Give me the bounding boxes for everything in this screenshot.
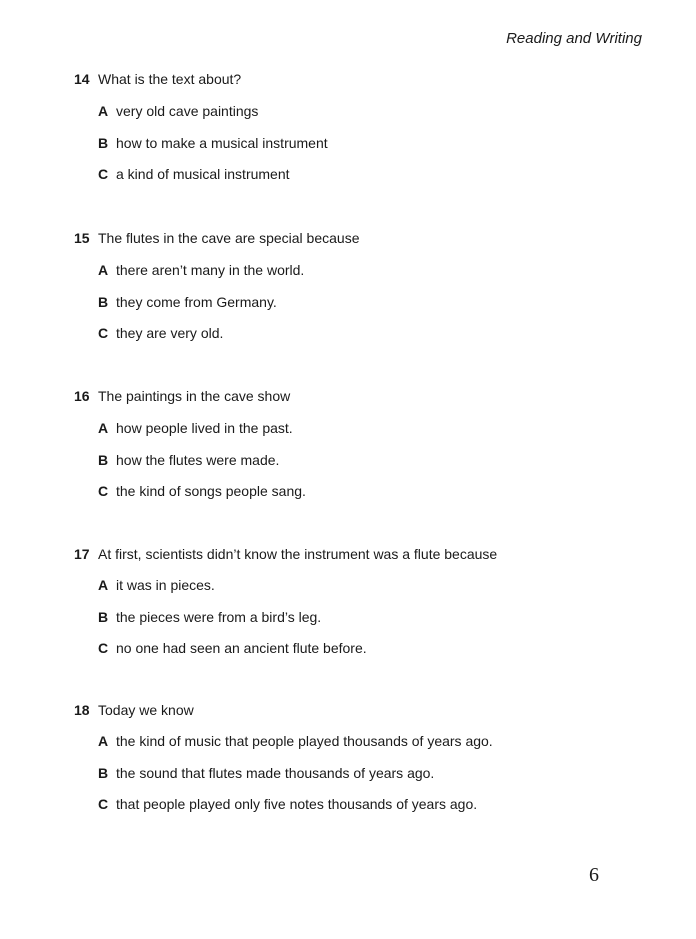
question-number: 17: [74, 546, 90, 562]
question-number: 18: [74, 702, 90, 718]
question-stem: [74, 546, 497, 566]
option-c[interactable]: [98, 640, 497, 660]
option-text: how to make a musical instrument: [116, 134, 328, 151]
question-17: [74, 546, 497, 672]
question-number: 14: [74, 71, 90, 87]
option-letter: C: [98, 796, 109, 812]
question-text: The paintings in the cave show: [98, 388, 291, 404]
option-letter: A: [98, 103, 109, 119]
question-14: [74, 71, 328, 198]
option-b[interactable]: [98, 294, 360, 314]
option-text: the kind of songs people sang.: [116, 483, 306, 499]
option-letter: B: [98, 293, 109, 310]
question-stem: [74, 230, 360, 250]
question-text: At first, scientists didn’t know the instrument was a flute because: [98, 546, 498, 562]
option-text: it was in pieces.: [116, 577, 215, 593]
question-number: 16: [74, 388, 90, 404]
option-letter: A: [98, 420, 109, 436]
option-c[interactable]: [98, 325, 360, 345]
option-list: [98, 577, 497, 660]
option-a[interactable]: [98, 420, 306, 440]
option-c[interactable]: [98, 166, 328, 186]
option-text: that people played only five notes thousands of years ago.: [116, 796, 478, 812]
option-a[interactable]: [98, 577, 497, 597]
question-15: [74, 230, 360, 357]
option-c[interactable]: [98, 483, 306, 503]
option-b[interactable]: [98, 609, 497, 629]
option-letter: C: [98, 166, 109, 182]
option-b[interactable]: [98, 765, 493, 785]
option-c[interactable]: [98, 796, 493, 816]
option-a[interactable]: [98, 733, 493, 753]
option-text: they are very old.: [116, 325, 224, 341]
option-letter: C: [98, 325, 109, 341]
option-letter: A: [98, 262, 109, 278]
option-letter: B: [98, 608, 109, 625]
option-text: the kind of music that people played thousands of years ago.: [116, 733, 493, 749]
option-a[interactable]: [98, 103, 328, 123]
option-letter: B: [98, 451, 109, 468]
option-text: a kind of musical instrument: [116, 166, 290, 182]
option-text: no one had seen an ancient flute before.: [116, 640, 367, 656]
section-header: Reading and Writing: [506, 30, 642, 47]
question-text: The flutes in the cave are special because: [98, 230, 360, 246]
option-letter: A: [98, 733, 109, 749]
option-letter: C: [98, 640, 109, 656]
option-text: the pieces were from a bird’s leg.: [116, 608, 322, 625]
option-list: [98, 733, 493, 816]
option-text: they come from Germany.: [116, 293, 277, 310]
option-text: how the flutes were made.: [116, 451, 280, 468]
option-list: [98, 420, 306, 503]
question-16: [74, 388, 306, 515]
option-a[interactable]: [98, 262, 360, 282]
question-text: Today we know: [98, 702, 194, 718]
option-b[interactable]: [98, 452, 306, 472]
question-text: What is the text about?: [98, 71, 242, 87]
option-text: very old cave paintings: [116, 103, 259, 119]
page-number: 6: [589, 864, 599, 886]
question-stem: [74, 702, 493, 722]
option-letter: C: [98, 483, 109, 499]
option-list: [98, 262, 360, 345]
option-b[interactable]: [98, 135, 328, 155]
question-stem: [74, 388, 306, 408]
question-number: 15: [74, 230, 90, 246]
option-letter: B: [98, 764, 109, 781]
option-letter: A: [98, 577, 109, 593]
question-stem: [74, 71, 328, 91]
option-list: [98, 103, 328, 186]
option-letter: B: [98, 134, 109, 151]
question-18: [74, 702, 493, 828]
option-text: the sound that flutes made thousands of years ago.: [116, 764, 435, 781]
option-text: there aren’t many in the world.: [116, 262, 305, 278]
option-text: how people lived in the past.: [116, 420, 293, 436]
